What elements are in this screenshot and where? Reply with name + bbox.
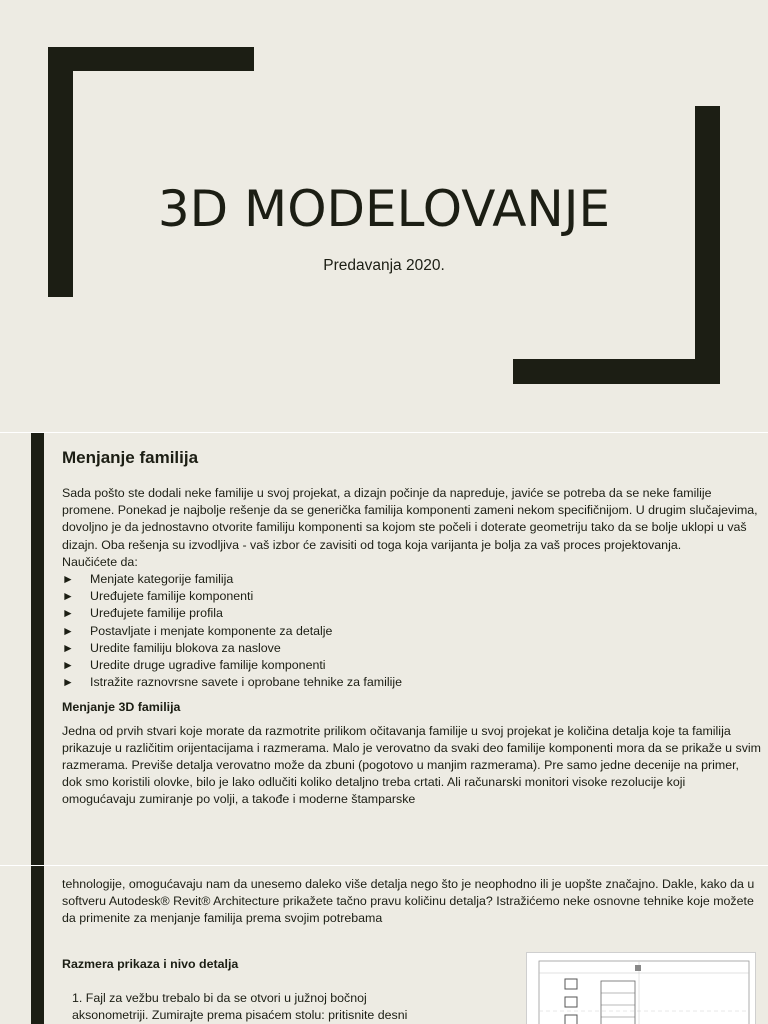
- bullet-arrow-icon: ►: [62, 640, 74, 655]
- bullet-arrow-icon: ►: [62, 606, 74, 621]
- slide-accent-bar: [31, 866, 44, 1024]
- title-slide: [0, 0, 768, 432]
- learn-label: Naučićete da:: [62, 554, 138, 569]
- slide-body: [62, 485, 762, 809]
- list-item: ► Uređujete familije profila: [62, 605, 762, 622]
- step-instruction: 1. Fajl za vežbu trebalo bi da se otvori u južnoj bočnoj aksonometriji. Zumirajte prema pisaćem stolu: pritisnite desni: [72, 991, 408, 1023]
- technical-drawing-image: [526, 952, 756, 1024]
- presentation-title: 3D MODELOVANJE: [157, 180, 611, 238]
- list-item: ► Uređujete familije komponenti: [62, 588, 762, 605]
- section-subheading: Menjanje 3D familija: [62, 700, 181, 715]
- body-paragraph: tehnologije, omogućavaju nam da unesemo daleko više detalja nego što je neophodno ili je uopšte značajno. Dakle, kako da u softveru Autodesk® Revit® Architecture prikažete tačno pravu količinu detalja? Istražićemo neke osnovne tehnike koje možete da primenite za menjanje familija prema svojim potrebama: [62, 877, 755, 926]
- content-slide-detail-levels: [0, 866, 768, 1024]
- slide-accent-bar: [31, 433, 44, 865]
- presentation-subtitle: Predavanja 2020.: [323, 257, 445, 274]
- list-item: ► Postavljate i menjate komponente za detalje: [62, 623, 762, 640]
- drawing-svg: [527, 953, 757, 1024]
- list-item: ► Uredite druge ugradive familije komponenti: [62, 657, 762, 674]
- bullet-arrow-icon: ►: [62, 623, 74, 638]
- body-paragraph: Jedna od prvih stvari koje morate da razmotrite prilikom očitavanja familije u svoj projekat je količina detalja koje ta familija prikazuje u različitim orijentacijama i razmerama. Malo je verovatno da svaki deo familije komponenti mora da se prikaže u svim razmerama. Previše detalja verovatno može da zbuni (pogotovo u manjim razmerama). Pre samo jedne decenije na primer, dok smo koristili olovke, bilo je lako odlučiti koliko detaljno treba crtati. Ali računarski monitori visoke rezolucije koji omogućavaju zumiranje po volji, a takođe i moderne štamparske: [62, 723, 761, 807]
- content-slide-families: [0, 433, 768, 865]
- bullet-arrow-icon: ►: [62, 572, 74, 587]
- list-item: ► Istražite raznovrsne savete i oprobane tehnike za familije: [62, 674, 762, 691]
- bullet-arrow-icon: ►: [62, 675, 74, 690]
- list-item: ► Uredite familiju blokova za naslove: [62, 640, 762, 657]
- frame-bottom-right-horizontal: [513, 359, 720, 384]
- frame-bottom-right-vertical: [695, 106, 720, 384]
- intro-paragraph: Sada pošto ste dodali neke familije u svoj projekat, a dizajn počinje da napreduje, javiće se potreba da se neke familije promene. Ponekad je najbolje rešenje da se generička familija komponenti zameni nekom specifičnijom. U drugim slučajevima, dovoljno je da jednostavno otvorite familiju komponenti sa kojom ste počeli i doterate geometriju tako da se bolje uklopi u vaš dizajn. Oba rešenja su izvodljiva - vaš izbor će zavisiti od toga koja varijanta je bolja za vaš proces projektovanja.: [62, 486, 758, 552]
- bullet-list: [62, 571, 762, 691]
- bullet-arrow-icon: ►: [62, 658, 74, 673]
- section-subheading: Razmera prikaza i nivo detalja: [62, 957, 239, 971]
- slide-heading: Menjanje familija: [62, 448, 199, 467]
- list-item: ► Menjate kategorije familija: [62, 571, 762, 588]
- frame-top-left-horizontal: [48, 47, 254, 71]
- bullet-arrow-icon: ►: [62, 589, 74, 604]
